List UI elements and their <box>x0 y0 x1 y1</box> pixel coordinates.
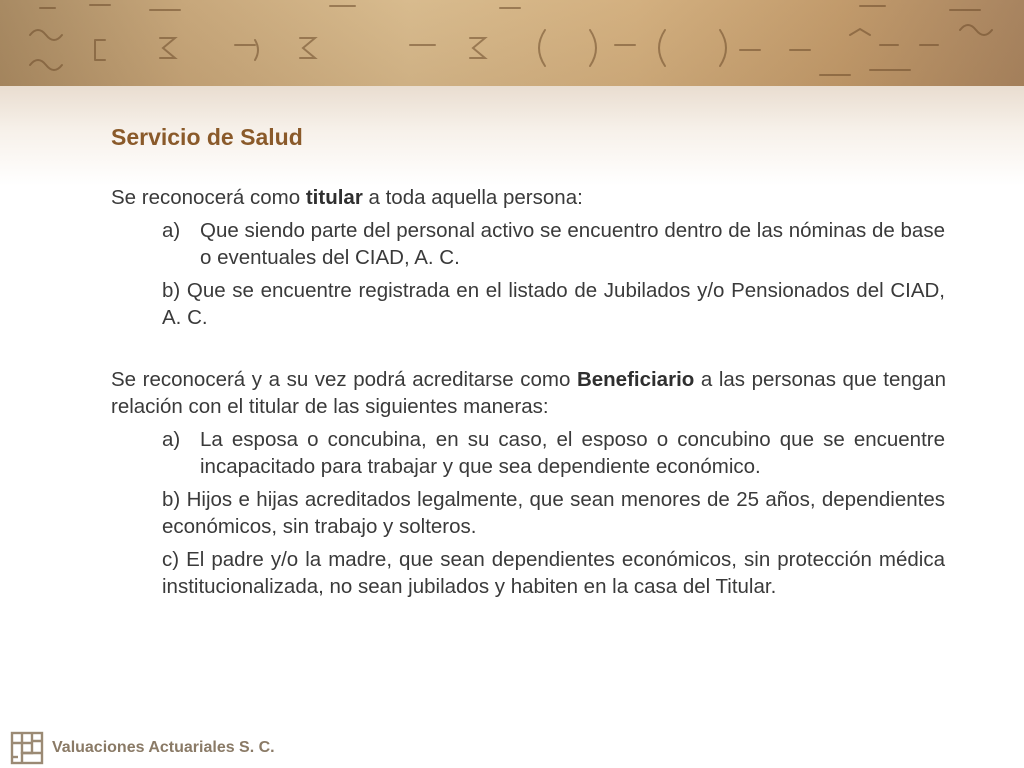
beneficiario-intro: Se reconocerá y a su vez podrá acreditarse como Beneficiario a las personas que tengan relación con el titular de las siguientes maneras: <box>111 368 946 418</box>
titular-item-a-marker: a) <box>162 219 181 242</box>
titular-item-a: Que siendo parte del personal activo se encuentro dentro de las nóminas de base o eventuales del CIAD, A. C. <box>200 219 945 269</box>
header-banner <box>0 0 1024 86</box>
beneficiario-item-b: b) Hijos e hijas acreditados legalmente, que sean menores de 25 años, dependientes económicos, sin trabajo y solteros. <box>162 488 945 538</box>
beneficiario-item-c: c) El padre y/o la madre, que sean dependientes económicos, sin protección médica institucionalizada, no sean jubilados y habiten en la casa del Titular. <box>162 548 945 598</box>
slide-title: Servicio de Salud <box>111 124 303 150</box>
company-name: Valuaciones Actuariales S. C. <box>52 739 275 756</box>
titular-intro: Se reconocerá como titular a toda aquella persona: <box>111 186 583 209</box>
company-logo-icon <box>10 731 44 765</box>
titular-item-b: b) Que se encuentre registrada en el listado de Jubilados y/o Pensionados del CIAD, A. C. <box>162 279 945 329</box>
beneficiario-item-a-marker: a) <box>162 428 181 451</box>
footer <box>10 731 275 765</box>
titular-keyword: titular <box>305 186 363 209</box>
beneficiario-keyword: Beneficiario <box>576 368 695 391</box>
beneficiario-item-a: La esposa o concubina, en su caso, el esposo o concubino que se encuentre incapacitado para trabajar y que sea dependiente económico. <box>200 428 945 478</box>
